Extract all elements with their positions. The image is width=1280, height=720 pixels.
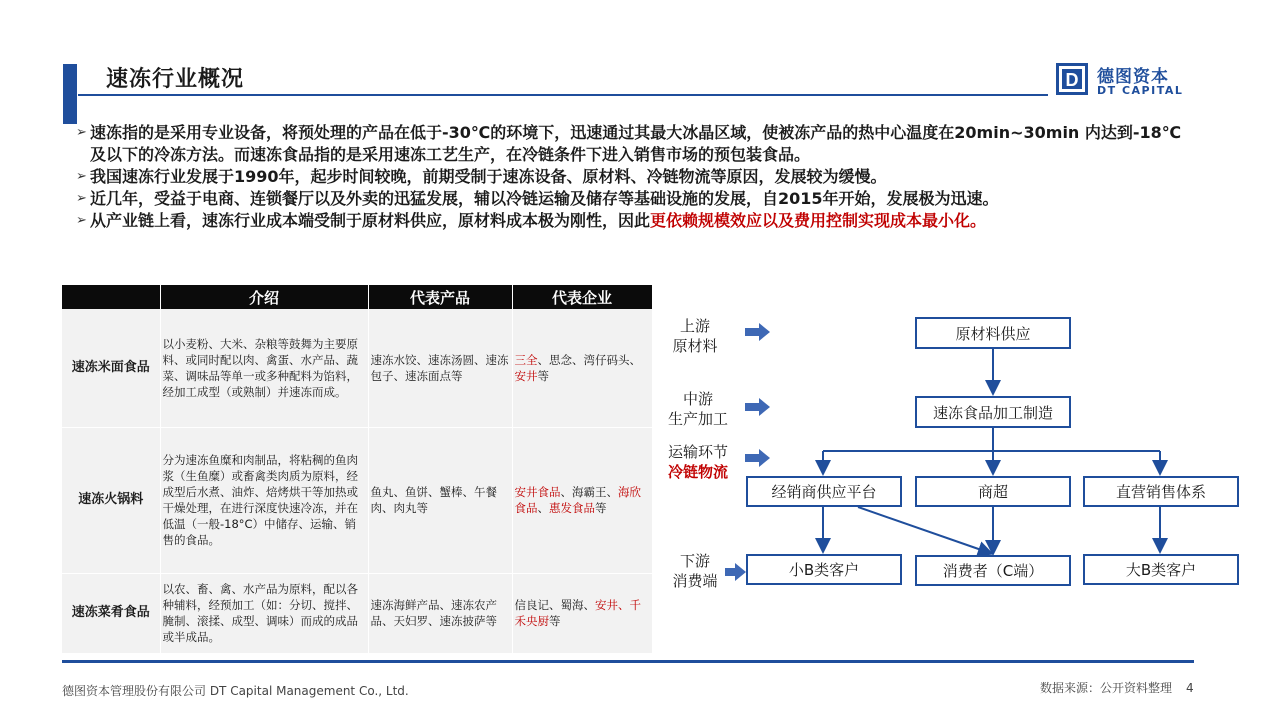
right-arrow-icon — [745, 449, 770, 467]
box-consumer: 消费者（C端） — [915, 555, 1071, 586]
box-big-b-client: 大B类客户 — [1083, 554, 1239, 585]
bullet-highlight: 更依赖规模效应以及费用控制实现成本最小化。 — [650, 211, 987, 230]
box-direct-sales: 直营销售体系 — [1083, 476, 1239, 507]
table-header-cell: 代表企业 — [512, 285, 652, 309]
company-name: 信良记、蜀海、 — [514, 598, 595, 612]
company-name: 等 — [537, 368, 549, 383]
category-intro: 以农、畜、禽、水产品为原料，配以各种辅料，经预加工（如：分切、搅拌、腌制、滚揉、成型、调味）而成的成品或半成品。 — [160, 573, 368, 653]
category-name: 速冻米面食品 — [62, 309, 160, 427]
stage-line: 运输环节 — [667, 443, 728, 461]
company-name: 、海霸王、 — [560, 485, 618, 499]
company-name: 安井 — [514, 368, 538, 383]
category-intro: 以小麦粉、大米、杂粮等鼓舞为主要原料、或同时配以肉、禽蛋、水产品、蔬菜、调味品等单一或多种配料为馅料，经加工成型（或熟制）并速冻而成。 — [160, 309, 368, 427]
category-name: 速冻火锅料 — [62, 427, 160, 573]
company-name: 等 — [549, 614, 561, 628]
stage-line: 上游 — [679, 317, 710, 335]
box-supermarket: 商超 — [915, 476, 1071, 507]
bullet-arrow-icon: ➢ — [76, 191, 87, 206]
bullet-text: 从产业链上看，速冻行业成本端受制于原材料供应，原材料成本极为刚性，因此 — [90, 211, 651, 230]
right-arrow-icon — [745, 398, 770, 416]
page-title: 速冻行业概况 — [106, 67, 245, 92]
box-distributor: 经销商供应平台 — [746, 476, 902, 507]
box-manufacture: 速冻食品加工制造 — [915, 396, 1071, 428]
category-intro: 分为速冻鱼糜和肉制品，将粘稠的鱼肉浆（生鱼糜）或畜禽类肉质为原料，经成型后水煮、油炸、焙烤烘干等加热或干燥处理，在进行深度快速冷冻，并在低温（一般-18°C）中储存、运输、销售的食品。 — [160, 427, 368, 573]
logo-text-cn: 德图资本 — [1097, 67, 1169, 87]
category-products: 速冻水饺、速冻汤圆、速冻包子、速冻面点等 — [368, 309, 512, 427]
data-source: 数据来源：公开资料整理 — [1040, 681, 1173, 695]
stage-line: 下游 — [679, 552, 710, 570]
logo-text-en: DT CAPITAL — [1097, 84, 1184, 97]
stage-label-midstream — [660, 389, 736, 429]
company-name: 、 — [537, 501, 549, 515]
table-header-cell: 代表产品 — [368, 285, 512, 309]
page-number: 4 — [1186, 681, 1194, 695]
category-name: 速冻菜肴食品 — [62, 573, 160, 653]
logo-letter: D — [1065, 70, 1079, 90]
stage-line: 冷链物流 — [667, 463, 728, 481]
bullet-text: 我国速冻行业发展于1990年，起步时间较晚，前期受制于速冻设备、原材料、冷链物流等原因，发展较为缓慢。 — [90, 167, 887, 186]
bullet-arrow-icon: ➢ — [76, 169, 87, 184]
bullet-text: 近几年，受益于电商、连锁餐厅以及外卖的迅猛发展，辅以冷链运输及储存等基础设施的发展，自2015年开始，发展极为迅速。 — [90, 189, 999, 208]
company-name: 等 — [595, 501, 607, 515]
stage-line: 原材料 — [672, 337, 718, 355]
bullet-arrow-icon: ➢ — [76, 125, 87, 140]
table-header-cell: 介绍 — [160, 285, 368, 309]
company-name: 安井、千禾央厨 — [514, 598, 641, 628]
footer-company: 德图资本管理股份有限公司 DT Capital Management Co., Ltd. — [62, 684, 409, 698]
category-products: 速冻海鲜产品、速冻农产品、天妇罗、速冻披萨等 — [368, 573, 512, 653]
category-products: 鱼丸、鱼饼、蟹棒、午餐肉、肉丸等 — [368, 427, 512, 573]
footer-divider — [62, 660, 1194, 663]
right-arrow-icon — [745, 323, 770, 341]
stage-line: 消费端 — [672, 572, 718, 590]
company-name: 、思念、湾仔码头、 — [537, 352, 641, 367]
box-raw-material: 原材料供应 — [915, 317, 1071, 349]
company-name: 三全 — [514, 352, 538, 367]
bullet-arrow-icon: ➢ — [76, 213, 87, 228]
stage-label-logistics — [660, 442, 736, 482]
stage-line: 生产加工 — [667, 410, 728, 428]
company-name: 安井食品 — [514, 485, 561, 499]
company-name: 惠发食品 — [549, 501, 595, 515]
stage-label-downstream — [660, 551, 730, 591]
bullet-text: 速冻指的是采用专业设备，将预处理的产品在低于-30℃的环境下，迅速通过其最大冰晶区域，使被冻产品的热中心温度在20min~30min 内达到-18℃及以下的冷冻方法。而速冻食品指的是采用速冻工艺生产，在冷链条件下进入销售市场的预包装食品。 — [90, 123, 1182, 164]
stage-line: 中游 — [682, 390, 713, 408]
box-small-b-client: 小B类客户 — [746, 554, 902, 585]
footer-source — [1040, 679, 1194, 696]
stage-label-upstream — [660, 316, 730, 356]
company-name: 海欣食品 — [514, 485, 641, 515]
